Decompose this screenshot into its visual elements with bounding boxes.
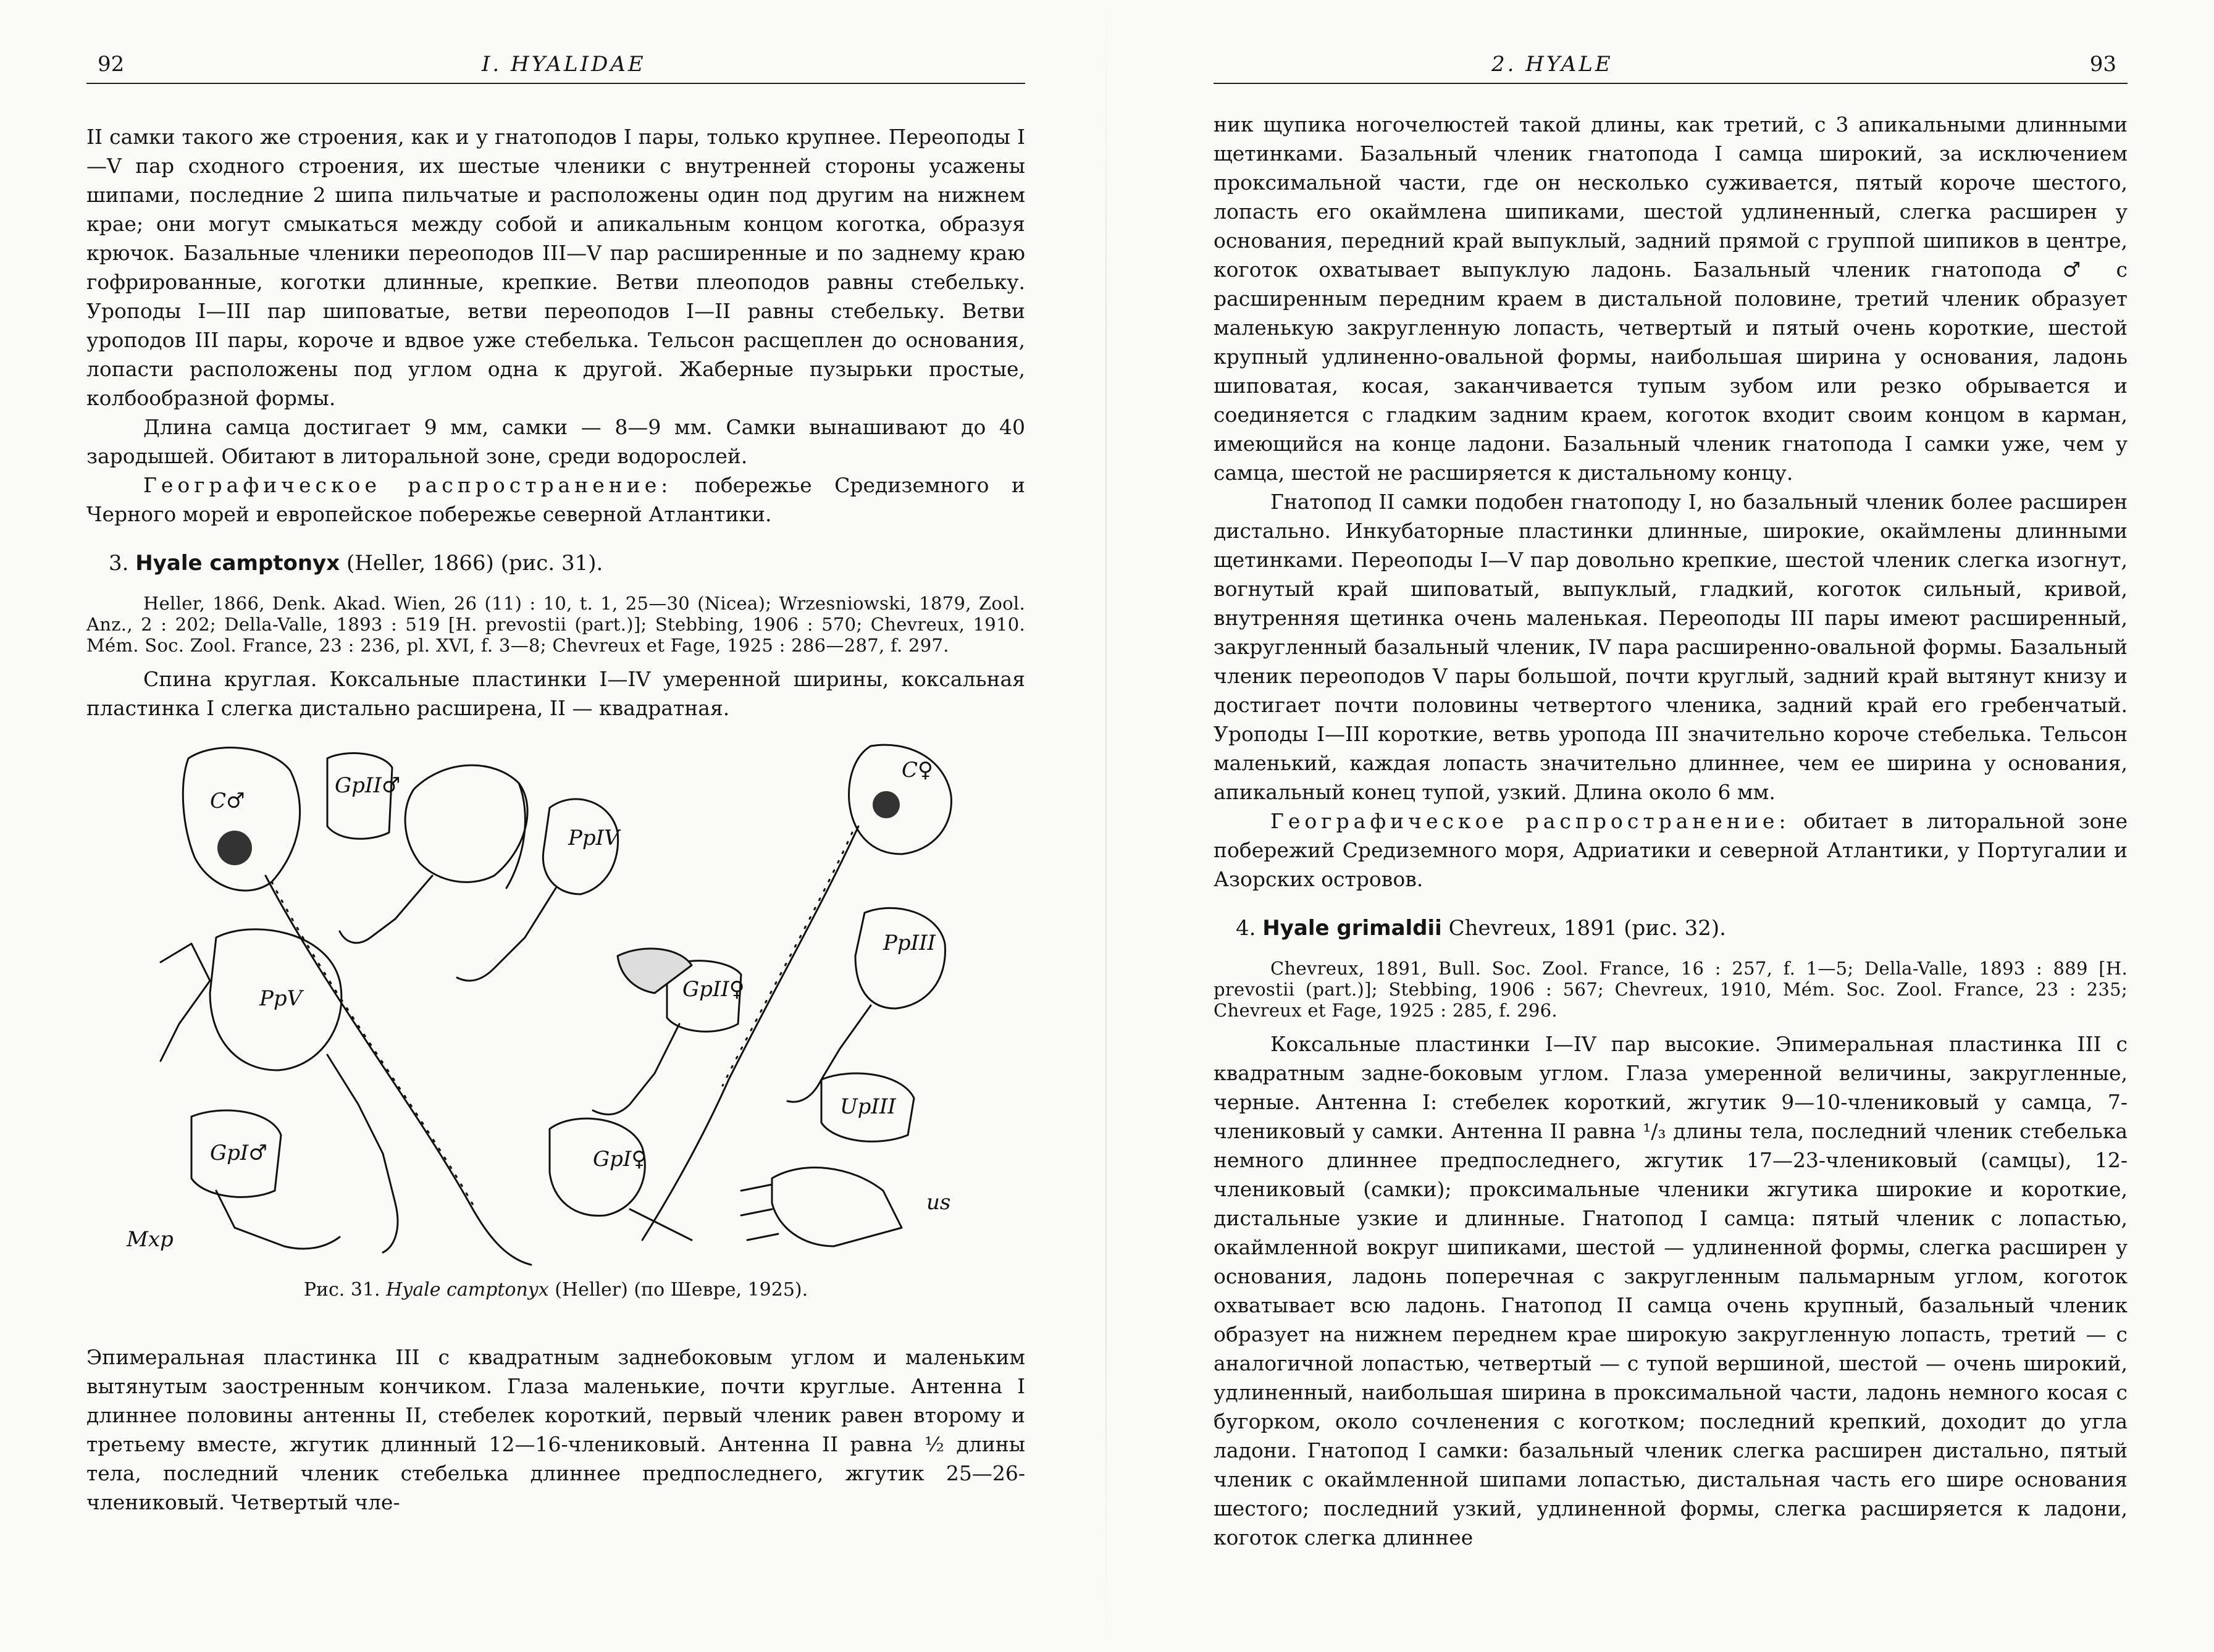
- left-paragraph-4: Эпимеральная пластинка III с квадратным заднебоковым углом и маленьким вытянутым заостренным кончиком. Глаза маленькие, почти круглые. Антенна I длиннее половины антенны II, стебелек короткий, первый членик равен второму и третьему вместе, жгутик длинный 12—16-члениковый. Антенна II равна ½ длины тела, последний членик стебелька длиннее предпоследнего, жгутик 25—26-члениковый. Четвертый чле-: [86, 1345, 1025, 1514]
- label-gp1-male: GpI♂: [210, 1141, 267, 1165]
- species-name: Hyale grimaldii: [1262, 916, 1442, 941]
- left-running-head-title: I. HYALIDAE: [482, 52, 646, 77]
- gnathopod-base: [340, 876, 432, 943]
- label-us: us: [926, 1190, 951, 1215]
- caption-suffix: (Heller) (по Шевре, 1925).: [555, 1279, 808, 1301]
- head-male-outline: [183, 748, 300, 891]
- left-running-header: [86, 51, 1025, 84]
- pereopod-5-leg-right: [327, 1055, 398, 1252]
- right-paragraph-3: Коксальные пластинки I—IV пар высокие. Эпимеральная пластинка III с квадратным задне-боковым углом. Глаза умеренной величины, закругленные, черные. Антенна I: стебелек короткий, жгутик 9—10-члениковый у самца, 7-члениковый у самки. Антенна II равна ¹/₃ длины тела, последний членик стебелька немного длиннее предпоследнего, жгутик 17—23-члениковый (самцы), 12-члениковый (самки); проксимальные членики жгутика широкие и короткие, дистальные узкие и длинные. Гнатопод I самца: пятый членик с лопастью, окаймленной вокруг шипиками, шестой — удлиненной формы, слегка расширен у основания, ладонь поперечная с закругленным пальмарным углом, коготок охватывает всю ладонь. Гнатопод II самца очень крупный, базальный членик образует на нижнем переднем крае широкую закругленную лопасть, третий — с аналогичной лопастью, четвертый — с тупой вершиной, шестой — очень широкий, удлиненный, наибольшая ширина в проксимальной части, ладонь немного косая с бугорком, около сочленения с коготком; последний крепкий, доходит до угла ладони. Гнатопод I самки: базальный членик слегка расширен дистально, пятый членик с окаймленной шипами лопастью, дистальная часть его шире основания шестого; последний узкий, удлиненной формы, слегка расширяется к ладони, коготок слегка длиннее: [1214, 1032, 2128, 1549]
- figure-31-caption: [86, 1277, 1025, 1303]
- left-page: [0, 0, 1105, 1652]
- label-gp2-male: GpII♂: [335, 773, 401, 798]
- species-references: Heller, 1866, Denk. Akad. Wien, 26 (11) : 10, t. 1, 25—30 (Nicea); Wrzesniowski, 1879, Zool. Anz., 2 : 202; Della-Valle, 1893 : 519 [H. prevostii (part.)]; Stebbing, 1906 : 570; Chevreux, 1910. Mém. Soc. Zool. France, 23 : 236, pl. XVI, f. 3—8; Chevreux et Fage, 1925 : 286—287, f. 297.: [86, 593, 1025, 656]
- pereopod-4-leg: [457, 888, 556, 981]
- label-gp1-female: GpI♀: [593, 1147, 647, 1172]
- head-female-outline: [849, 745, 952, 854]
- pereopod-5-leg-left: [161, 944, 210, 1061]
- left-paragraph-1: II самки такого же строения, как и у гнатоподов I пары, только крупнее. Переоподы I—V пар сходного строения, их шестые членики с внутренней стороны усажены шипами, последние 2 шипа пильчатые и расположены один под другим на нижнем крае; они могут смыкаться между собой и апикальным концом коготка, образуя крючок. Базальные членики переоподов III—V пар расширенные и по заднему краю гофрированные, коготки длинные, крепкие. Ветви плеоподов равны стебельку. Уроподы I—III пар шиповатые, ветви переоподов I—II равны стебельку. Ветви уроподов III пары, короче и вдвое уже стебелька. Тельсон расщеплен до основания, лопасти расположены под углом одна к другой. Жаберные пузырьки простые, колбообразной формы.: [86, 125, 1025, 410]
- species-heading-4: [1236, 912, 2128, 944]
- left-body: [86, 122, 1025, 1517]
- gnathopod-1-female-dactyl: [630, 1209, 692, 1240]
- species-authority: Chevreux, 1891 (рис. 32).: [1448, 916, 1726, 941]
- pereopod-3-leg: [787, 1005, 871, 1102]
- pereopod-3-basis: [855, 908, 945, 1008]
- label-c-male: C♂: [210, 789, 245, 813]
- right-body: [1214, 110, 2128, 1552]
- gnathopod-2-female-leg: [593, 1024, 679, 1115]
- right-running-head-title: 2. HYALE: [1491, 52, 1613, 77]
- label-gp2-female: GpII♀: [682, 977, 745, 1002]
- eye-female: [873, 791, 900, 818]
- eye-male: [217, 831, 252, 865]
- species-authority: (Heller, 1866) (рис. 31).: [346, 551, 603, 576]
- label-pp3: PpIII: [883, 931, 936, 955]
- figure-31: [86, 734, 1025, 1271]
- species-references: Chevreux, 1891, Bull. Soc. Zool. France, 16 : 257, f. 1—5; Della-Valle, 1893 : 889 [H. prevostii (part.)]; Stebbing, 1906 : 567; Chevreux, 1910, Mém. Soc. Zool. France, 23 : 235; Chevreux et Fage, 1925 : 285, f. 296.: [1214, 958, 2128, 1021]
- distribution-text: побережье Средиземного и Черного морей и европейское побережье северной Атлантики.: [86, 473, 1025, 526]
- label-mxp: Mxp: [127, 1227, 174, 1252]
- species-heading-3: [109, 547, 1025, 579]
- incubator-plate: [618, 949, 692, 993]
- right-paragraph-1: ник щупика ногочелюстей такой длины, как третий, с 3 апикальными длинными щетинками. Базальный членик гнатопода I самца широкий, за исключением проксимальной части, где он несколько суживается, пятый короче шестого, лопасть его окаймлена шипиками, шестой удлиненный, слегка расширен у основания, передний край выпуклый, задний прямой с группой шипиков в центре, коготок охватывает выпуклую ладонь. Базальный членик гнатопода ♂ с расширенным передним краем в дистальной половине, третий членик образует маленькую закругленную лопасть, четвертый и пятый очень короткие, шестой крупный удлиненно-овальной формы, наибольшая ширина у основания, ладонь шиповатая, косая, заканчивается тупым зубом или резко обрывается и соединяется с гладким задним краем, коготок входит своим концом в карман, имеющийся на конце ладони. Базальный членик гнатопода I самки уже, чем у самца, шестой не расширяется к дистальному концу.: [1214, 112, 2128, 485]
- antenna-female-segments: [723, 832, 852, 1086]
- label-pp5: PpV: [259, 986, 303, 1011]
- right-paragraph-2: Гнатопод II самки подобен гнатоподу I, но базальный членик более расширен дистально. Инкубаторные пластинки длинные, широкие, окаймлены длинными щетинками. Переоподы I—V пар довольно крепкие, шестой членик слегка изогнут, вогнутый край шиповатый, выпуклый, гладкий, коготок сильный, кривой, внутренняя щетинка очень маленькая. Переоподы III пары имеют расширенный, закругленный базальный членик, IV пара расширенно-овальной формы. Базальный членик переоподов V пары большой, почти круглый, задний край вытянут книзу и достигает почти половины четвертого членика, задний край его гребенчатый. Уроподы I—III короткие, ветвь уропода III значительно короче стебелька. Тельсон маленький, каждая лопасть значительно длиннее, чем ее ширина у основания, апикальный конец тупой, узкий. Длина около 6 мм.: [1214, 490, 2128, 804]
- species-name: Hyale camptonyx: [135, 551, 340, 576]
- left-paragraph-3: Спина круглая. Коксальные пластинки I—IV умеренной ширины, коксальная пластинка I слегка дистально расширена, II — квадратная.: [86, 667, 1025, 720]
- right-page-number: 93: [2089, 52, 2116, 77]
- distribution-label: Географическое распространение:: [1270, 809, 1790, 833]
- figure-31-illustration: [124, 734, 988, 1271]
- gnathopod-1-male-leg: [216, 1191, 340, 1249]
- label-pp4: PpIV: [568, 826, 619, 850]
- right-running-header: [1214, 51, 2128, 84]
- label-up3: UpIII: [840, 1094, 896, 1119]
- species-number: 4.: [1236, 916, 1256, 941]
- left-distribution: [86, 471, 1025, 529]
- urosome: [772, 1168, 902, 1246]
- caption-species: Hyale camptonyx: [386, 1279, 549, 1301]
- left-paragraph-2: Длина самца достигает 9 мм, самки — 8—9 мм. Самки вынашивают до 40 зародышей. Обитают в литоральной зоне, среди водорослей.: [86, 415, 1025, 468]
- caption-prefix: Рис. 31.: [303, 1279, 380, 1301]
- right-distribution: [1214, 807, 2128, 894]
- gnathopod-claw-large: [405, 765, 527, 882]
- distribution-text: обитает в литоральной зоне побережий Средиземного моря, Адриатики и северной Атлантики, у Португалии и Азорских островов.: [1214, 809, 2128, 891]
- label-c-female: C♀: [902, 758, 933, 782]
- antenna-male: [266, 876, 531, 1265]
- left-page-number: 92: [98, 52, 125, 77]
- distribution-label: Географическое распространение:: [143, 473, 673, 497]
- right-page: [1105, 0, 2214, 1652]
- species-number: 3.: [109, 551, 129, 576]
